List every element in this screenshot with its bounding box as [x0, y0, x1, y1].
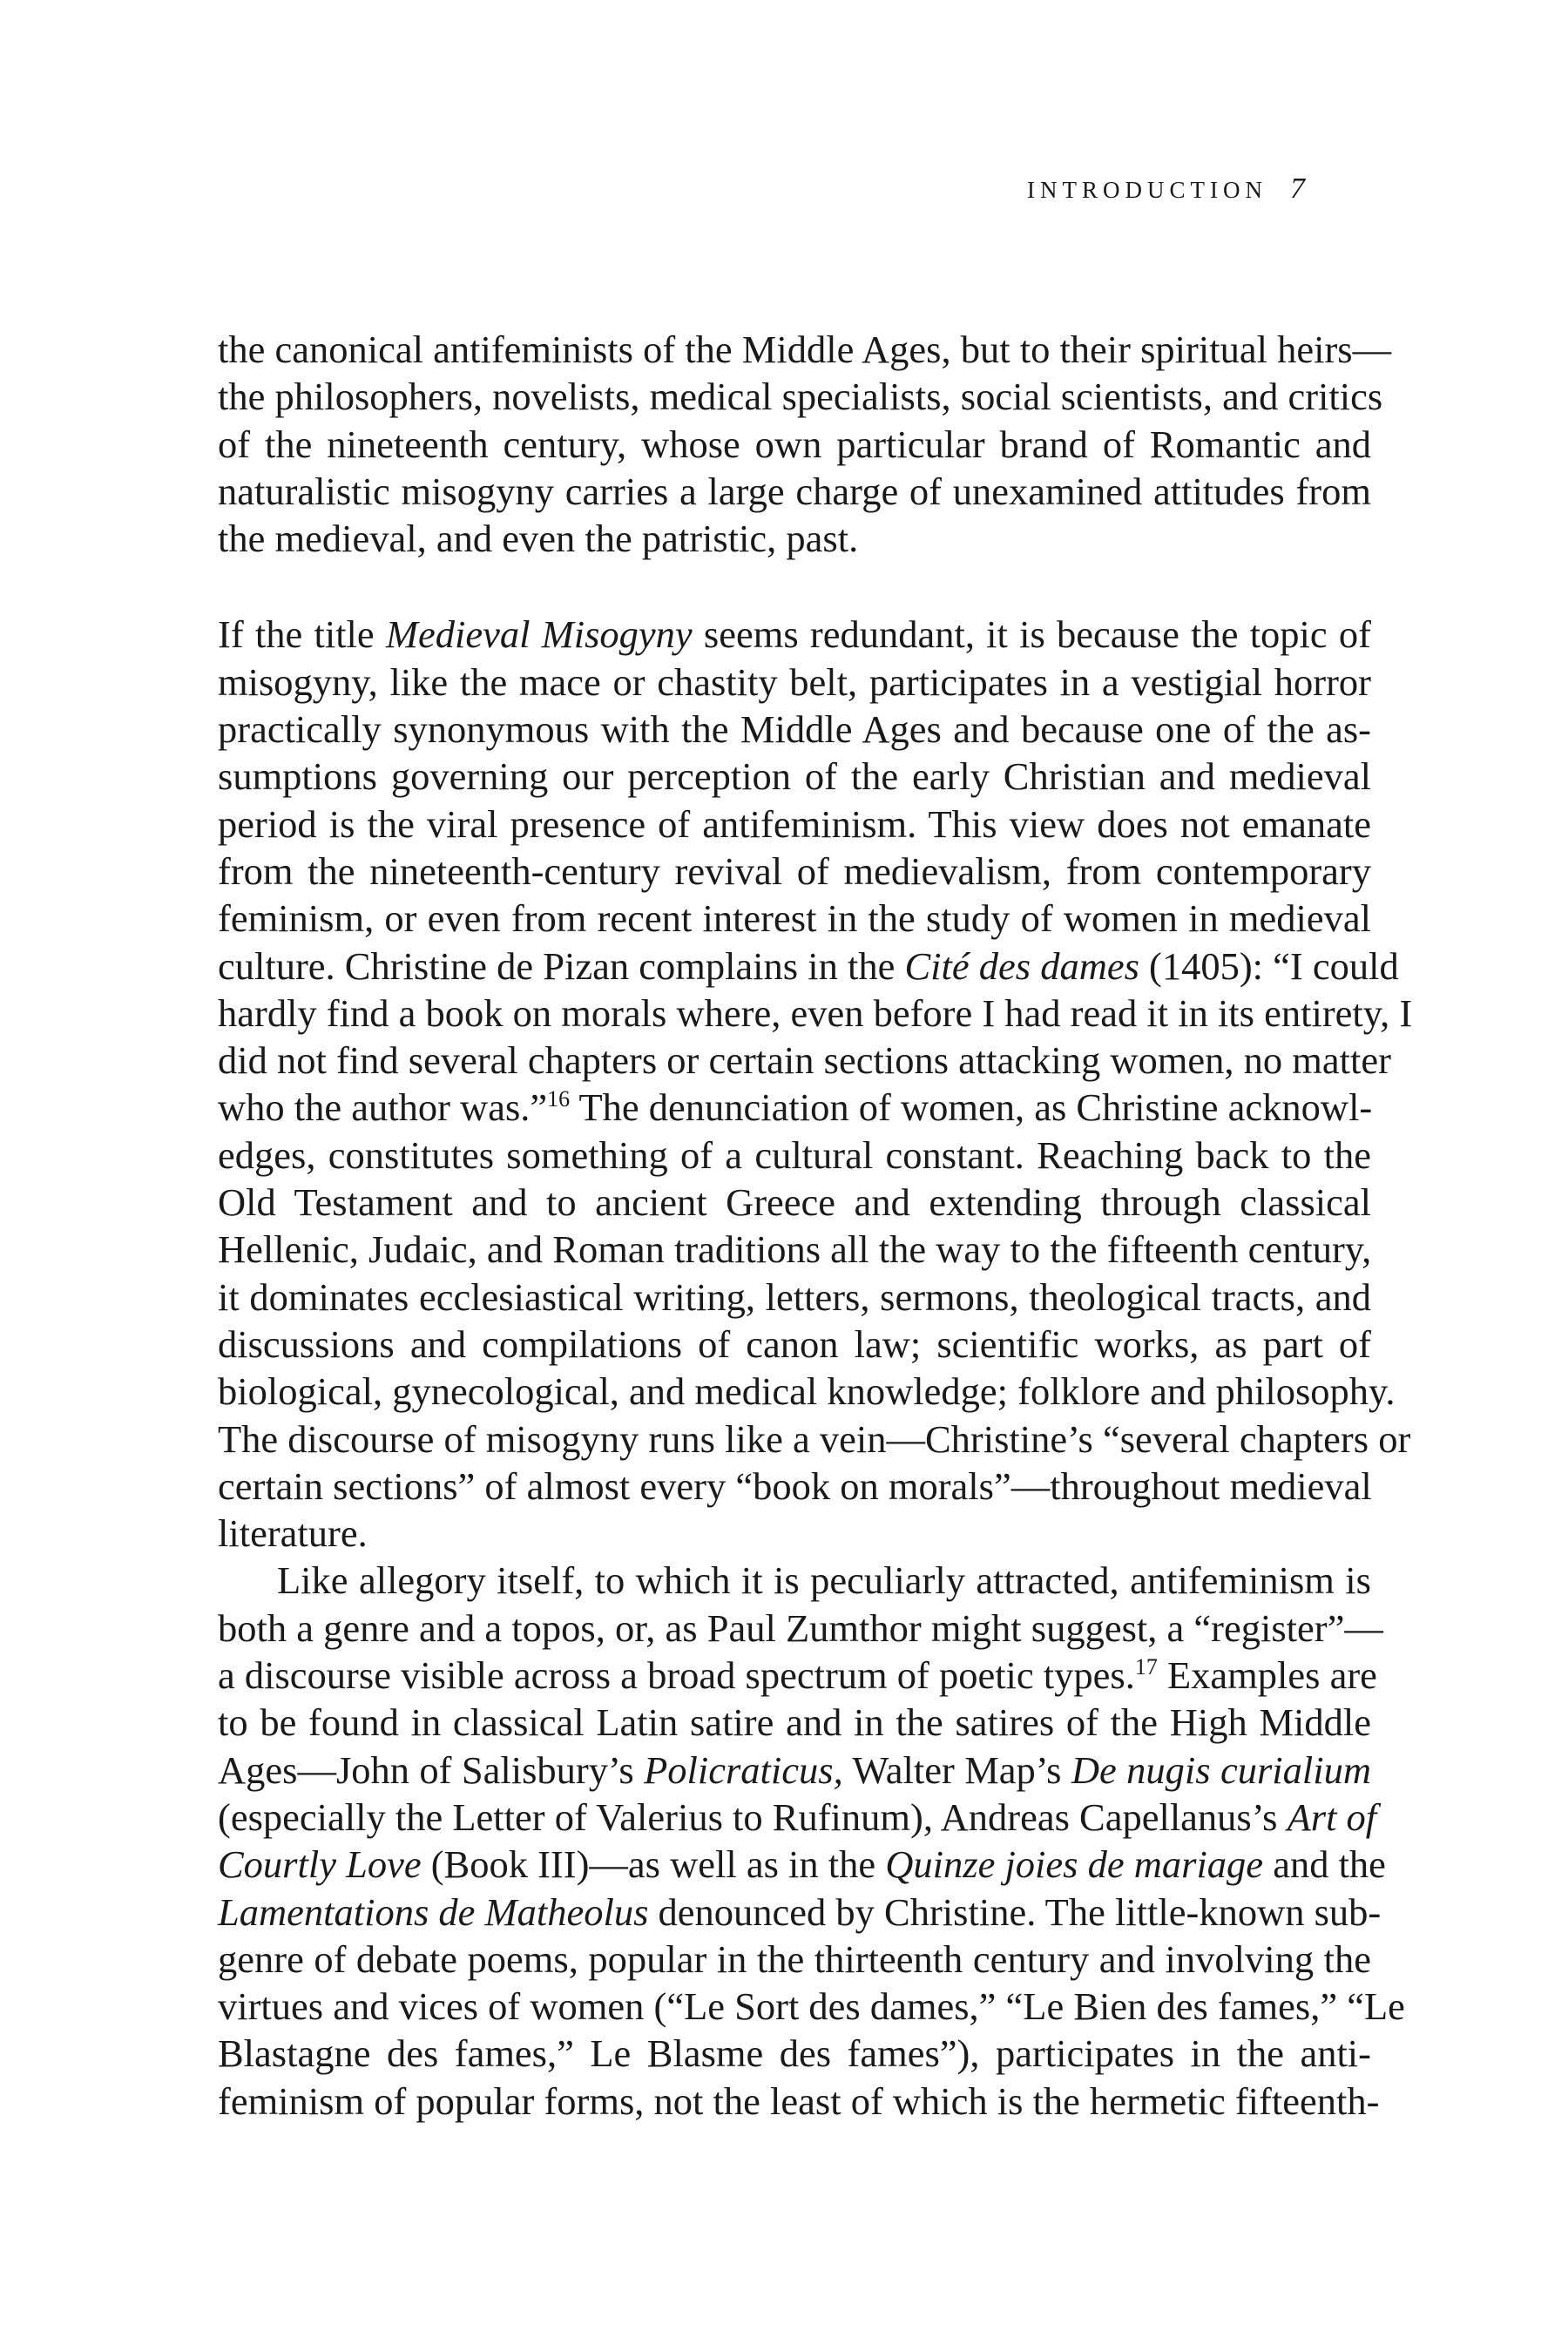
text-line: hardly find a book on morals where, even before I had read it in its entirety, I: [218, 990, 1413, 1035]
running-head: [1027, 172, 1305, 206]
text-line: (especially the Letter of Valerius to Rufinum), Andreas Capellanus’s Art of: [218, 1794, 1377, 1839]
text-line: sumptions governing our perception of the early Christian and medieval: [218, 754, 1371, 799]
text-line: the philosophers, novelists, medical specialists, social scientists, and critics: [218, 375, 1383, 419]
text-line: certain sections” of almost every “book on morals”—throughout medieval: [218, 1463, 1372, 1508]
body-text: [218, 326, 1413, 2125]
text-line: virtues and vices of women (“Le Sort des dames,” “Le Bien des fames,” “Le: [218, 1984, 1405, 2029]
text-line: Like allegory itself, to which it is peculiarly attracted, antifeminism is: [277, 1558, 1371, 1603]
text-line: feminism, or even from recent interest in the study of women in medieval: [218, 896, 1371, 941]
text-line: feminism of popular forms, not the least of which is the hermetic fifteenth-: [218, 2078, 1380, 2123]
text-line: Ages—John of Salisbury’s Policraticus, Walter Map’s De nugis curialium: [218, 1747, 1372, 1792]
text-line: literature.: [218, 1511, 368, 1556]
text-line: the medieval, and even the patristic, past.: [218, 517, 859, 561]
paragraph-1: [218, 326, 1392, 562]
page-number: 7: [1290, 172, 1305, 205]
text-line: the canonical antifeminists of the Middle Ages, but to their spiritual heirs—: [218, 328, 1392, 371]
text-line: period is the viral presence of antifeminism. This view does not emanate: [218, 801, 1371, 846]
text-line: Lamentations de Matheolus denounced by Christine. The little-known sub-: [218, 1889, 1382, 1934]
text-line: edges, constitutes something of a cultural constant. Reaching back to the: [218, 1132, 1371, 1177]
text-line: did not find several chapters or certain sections attacking women, no matter: [218, 1038, 1391, 1083]
paragraph-2: [218, 611, 1413, 1557]
section-break: [218, 562, 1371, 611]
text-line: misogyny, like the mace or chastity belt, participates in a vestigial horror: [218, 659, 1371, 704]
text-line: Hellenic, Judaic, and Roman traditions all the way to the fifteenth century,: [218, 1227, 1372, 1272]
text-line: both a genre and a topos, or, as Paul Zumthor might suggest, a “register”—: [218, 1605, 1383, 1650]
text-line: biological, gynecological, and medical knowledge; folklore and philosophy.: [218, 1369, 1396, 1414]
text-line: Old Testament and to ancient Greece and extending through classical: [218, 1180, 1371, 1225]
text-line: from the nineteenth-century revival of medievalism, from contemporary: [218, 848, 1371, 893]
text-line: Blastagne des fames,” Le Blasme des fames”), participates in the anti-: [218, 2031, 1371, 2076]
text-line: The discourse of misogyny runs like a vein—Christine’s “several chapters or: [218, 1416, 1411, 1461]
text-line: naturalistic misogyny carries a large charge of unexamined attitudes from: [218, 469, 1371, 513]
running-head-title: INTRODUCTION: [1027, 177, 1267, 203]
text-line: of the nineteenth century, whose own particular brand of Romantic and: [218, 422, 1371, 466]
text-line: If the title Medieval Misogyny seems redundant, it is because the topic of: [218, 612, 1371, 657]
text-line: discussions and compilations of canon law; scientific works, as part of: [218, 1321, 1371, 1366]
text-line: it dominates ecclesiastical writing, letters, sermons, theological tracts, and: [218, 1274, 1371, 1319]
text-line: who the author was.”$^{16}$ The denunciation of women, as Christine acknowl-: [218, 1085, 1373, 1130]
text-line: Courtly Love (Book III)—as well as in the Quinze joies de mariage and the: [218, 1842, 1386, 1887]
text-line: practically synonymous with the Middle Ages and because one of the as-: [218, 707, 1371, 752]
paragraph-3: [218, 1557, 1405, 2125]
text-line: a discourse visible across a broad spectrum of poetic types.$^{17}$ Examples are: [218, 1653, 1377, 1698]
text-line: genre of debate poems, popular in the thirteenth century and involving the: [218, 1936, 1371, 1981]
text-line: culture. Christine de Pizan complains in the Cité des dames (1405): “I could: [218, 943, 1399, 988]
text-line: to be found in classical Latin satire and in the satires of the High Middle: [218, 1700, 1371, 1745]
